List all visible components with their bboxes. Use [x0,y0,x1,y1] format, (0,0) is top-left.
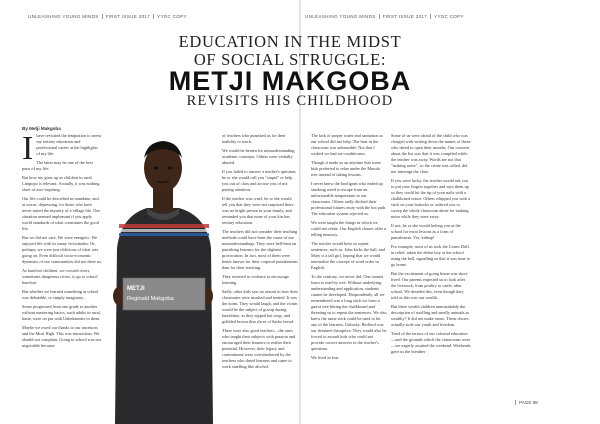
article-column-2 [222,133,298,373]
article-paragraph: The teachers did not consider their teaching methods could have been the cause of our misunderstandings. They were hell-bent on punishing learners for the slightest provocation. In fact, most of them were better known for their corporal punishments than for their teaching. [222,229,298,270]
author-photo [107,128,219,424]
article-paragraph: But whether we learned something at school was debatable, or simply imaginary. [22,289,99,300]
article-paragraph: If the teacher was cruel, he or she would tell you that they were not surprised there was no bright person in your family, and reminded you that none of your kin has tertiary education. [222,196,294,225]
article-paragraph: But how my grew up as children in rural Limpopo is relevant. Actually, it was nothing short of awe inspiring. [22,175,100,192]
article-paragraph: But we did not care. We were energetic. We enjoyed life with its many vicissitudes. Or, perhaps, we were just oblivious of what was going on. Even difficult socio-economic dynamics of our communities did not deter us. [22,235,102,264]
article-paragraph: Tired of the terrors of our colonial education—and the grounds which the classrooms were—we eagerly awaited the weekend. Weekends gave us the breather [391,331,471,354]
article-paragraph: Some progressed from one grade to another without mastering basics, such adults in rural, haste, were on par with Unbekannter in them. [22,304,101,321]
running-header-left [28,14,190,21]
header-magazine-name: UNLEASHING YOUNG MINDS [305,14,376,19]
article-paragraph: If you failed to answer a teacher's question, he or she would call you "stupid" or help you out of class and accuse you of not paying attention. [222,169,297,192]
page-number: PAGE 98 [515,400,538,405]
article-paragraph: Ihave revisited the temptation to arrest my tertiary education and professional career at the highlights of my life. [22,130,102,167]
article-paragraph: There were also good teachers—the ones who taught their subjects with passion and encouraged their learners to realise their potential. However, their legacy and commitment were overshadowed by the teachers who dared learners and came to work smelling like alcohol. [222,328,296,369]
article-paragraph: For example, most of us took the Cones Drill, in relief, taken the eldest boy at the school using the bell, signalling us that it was time to go home. [391,244,471,267]
sign-line-1: METJI [127,286,145,292]
article-paragraph: Some of us were afraid of the child who was charged with writing down the names of those who dared to open their mouths. Our concern about the list was that it was compiled while the teacher was away. Words are not that "making noise", so the crime was called, did not interrupt the class. [391,133,471,174]
article-paragraph: We were taught the things in which we could not relate. Our English classes offer a telling memory. [311,220,387,237]
article-paragraph: The latter may be one of the best parts of my life. [22,160,93,171]
article-paragraph: Our life could be described as mundane, and, at worse, depressing, for those who have never tasted the mystery of a village life. Our situation seemed unpleasant if you apply world standards of what constitutes the good life. [22,196,100,231]
header-copy: YYDC COPY [430,14,467,19]
byline: By Metji Makgoba [22,126,61,131]
header-issue: FIRST ISSUE 2017 [102,14,154,19]
article-column-1 [22,130,102,352]
article-paragraph: To the contrary, we never did. One cannot learn to read by rote. Without underlying understanding and application, students cannot be developed. Despondently, all we remembered was a long stick we from a guava tree hitting the chalkboard and threating us to repeat the sentences. We also knew the same stick could be used to hit any of the learners. Unlucky. Bedford was our detained disruptive. They would also be forced to assault kids who could not provide correct answers to the teacher's questions. [311,274,387,351]
article-paragraph: of teachers who punished us for their inability to teach. [222,133,286,144]
article-paragraph: They resorted to violence to encourage learning. [222,274,289,285]
headline-name: METJI MAKGOBA [168,66,412,96]
sign-line-2: Reginald Makgoba [127,296,174,302]
article-paragraph: I never knew the hooligans who ended up smoking weed to escape from an unfavourable temperature in our classrooms. Others sadly ditched their professional futures away with the hot path. The education system rejected us. [311,181,387,216]
article-paragraph: If not, he or she would belong you at the school for extra lessons as a form of punishment. Yes, kidnap! [391,223,461,240]
header-magazine-name: UNLEASHING YOUNG MINDS [28,14,99,19]
article-paragraph: We would be beaten for misunderstanding academic concepts. Others were verbally abused. [222,148,295,165]
article-paragraph: If you were lucky, the teacher would ask you to put your fingers together and says them up so they could hit the tip of your nails with a chalkboard eraser. Others whipped you with a stick on your buttocks or ordered you to sweep the whole classroom alone for making noise while they were away. [391,178,470,219]
article-paragraph: But the excitement of going home was short-lived. Our parents expected us to look after the livestock, from poultry to cattle, after school. We dreaded this, even though they told us this was our wealth. [391,271,469,300]
running-header-right [305,14,467,21]
dropcap: I [22,130,34,167]
article-paragraph: Maybe we owed our thanks to our ancestors and the Most High. This was miraculous. We should not complain. Going to school was not negotiable because [22,325,102,348]
headline-kicker: EDUCATION IN THE MIDST OF SOCIAL STRUGGLE: [178,32,402,69]
header-copy: YYDC COPY [153,14,190,19]
article-paragraph: Though it made us an anytime that some kids preferred to relax under the Marula tree instead of taking lessons. [311,160,381,177]
article-paragraph: The lack of proper water and sanitation at our school did not help. The heat in the classroom was unbearable. Not that I wished we had air-conditioners. [311,133,383,156]
article-paragraph: We lived in fear. [311,355,340,360]
article-paragraph: The teacher would have us repeat sentences, such as: John kicks the ball, and Mary is a tall girl, hoping that we would internalise the concept of word order in English. [311,241,385,270]
article-paragraph: Sadly, other kids saw no reason in how their classmates were insulted and treated. It was the norm. They would laugh, and the victim would be the subject of gossip during lunchtime, as they zipped hot soup, and gobbled brown thin slices of Sasko bread. [222,289,298,324]
article-paragraph: As barefoot children, we crossed rivers, sometimes dangerous rivers, to go to school barefoot. [22,268,98,285]
header-issue: FIRST ISSUE 2017 [379,14,431,19]
article-paragraph: But these wealth children unmistakably the description of strolling and smelly animals as wealthy? It did not make sense. These chores actually stole our youth and freedom. [391,304,470,327]
article-column-4 [391,133,471,358]
headline-subtitle: REVISITS HIS CHILDHOOD [186,93,394,109]
article-column-3 [311,133,387,364]
